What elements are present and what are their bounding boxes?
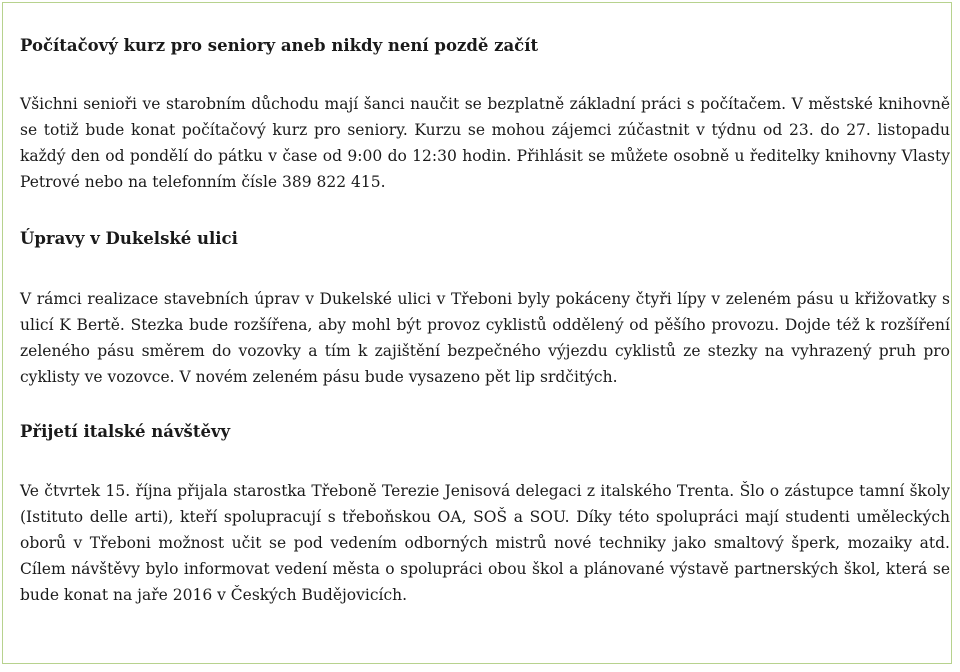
article-body-italian-visit: Ve čtvrtek 15. října přijala starostka Třeboně Terezie Jenisová delegaci z italského Trenta. Šlo o zástupce tamní školy (Istituto delle arti), kteří spolupracují s třeboňskou OA, SOŠ a SOU. Díky této spolupráci mají studenti uměleckých oborů v Třeboni možnost učit se pod vedením odborných mistrů nové techniky jako smaltový šperk, mozaiky atd. Cílem návštěvy bylo informovat vedení města o spolupráci obou škol a plánované výstavě partnerských škol, která se bude konat na jaře 2016 v Českých Budějovicích. — [20, 482, 950, 604]
article-title-dukelska-street: Úpravy v Dukelské ulici — [20, 229, 238, 248]
article-title-computer-course: Počítačový kurz pro seniory aneb nikdy není pozdě začít — [20, 36, 539, 55]
article-body-dukelska-street: V rámci realizace stavebních úprav v Dukelské ulici v Třeboni byly pokáceny čtyři lípy v zeleném pásu u křižovatky s ulicí K Bertě. Stezka bude rozšířena, aby mohl být provoz cyklistů oddělený od pěšího provozu. Dojde též k rozšíření zeleného pásu směrem do vozovky a tím k zajištění bezpečného výjezdu cyklistů ze stezky na vyhrazený pruh pro cyklisty ve vozovce. V novém zeleném pásu bude vysazeno pět lip srdčitých. — [20, 290, 950, 386]
article-body-computer-course: Všichni senioři ve starobním důchodu mají šanci naučit se bezplatně základní práci s počítačem. V městské knihovně se totiž bude konat počítačový kurz pro seniory. Kurzu se mohou zájemci zúčastnit v týdnu od 23. do 27. listopadu každý den od pondělí do pátku v čase od 9:00 do 12:30 hodin. Přihlásit se můžete osobně u ředitelky knihovny Vlasty Petrové nebo na telefonním čísle 389 822 415. — [20, 95, 950, 191]
article-title-italian-visit: Přijetí italské návštěvy — [20, 422, 231, 441]
